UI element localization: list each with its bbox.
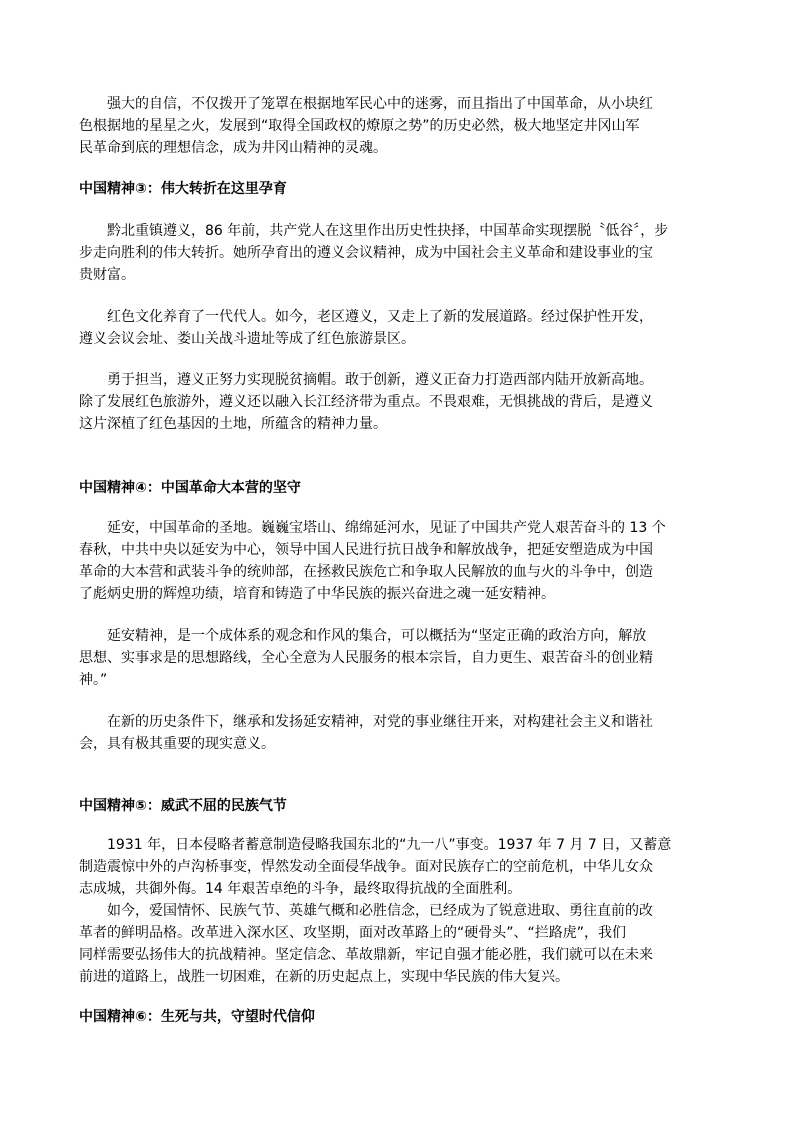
paragraph-yanan-3 <box>79 711 717 755</box>
text-line: 革命的大本营和武装斗争的统帅部，在拯救民族危亡和争取人民解放的血与火的斗争中，创造 <box>79 564 653 580</box>
text-line: 了彪炳史册的辉煌功绩，培育和铸造了中华民族的振兴奋进之魂一延安精神。 <box>79 586 555 602</box>
text-line: 在新的历史条件下，继承和发扬延安精神，对党的事业继往开来，对构建社会主义和谐社 <box>107 714 653 730</box>
text-line: 思想、实事求是的思想路线，全心全意为人民服务的根本宗旨，自力更生、艰苦奋斗的创业精 <box>79 650 653 666</box>
section-heading-5: 中国精神⑤：威武不屈的民族气节 <box>79 798 287 814</box>
section-heading-4: 中国精神④：中国革命大本营的坚守 <box>79 480 301 496</box>
text-line: 志成城，共御外侮。14 年艰苦卓绝的斗争，最终取得抗战的全面胜利。 <box>79 881 522 897</box>
paragraph-jinggangshan-conclusion <box>79 93 717 159</box>
paragraph-yanan-2 <box>79 625 717 691</box>
text-line: 这片深植了红色基因的土地，所蕴含的精神力量。 <box>79 416 387 432</box>
text-line: 神。” <box>79 672 108 688</box>
text-line: 如今，爱国情怀、民族气节、英雄气概和必胜信念，已经成为了锐意进取、勇往直前的改 <box>107 903 653 919</box>
text-line: 春秋，中共中央以延安为中心，领导中国人民进行抗日战争和解放战争，把延安塑造成为中国 <box>79 542 653 558</box>
text-line: 步走向胜利的伟大转折。她所孕育出的遵义会议精神，成为中国社会主义革命和建设事业的宝 <box>79 245 653 261</box>
paragraph-zunyi-3 <box>79 369 717 435</box>
paragraph-antiwar-2 <box>79 900 717 988</box>
section-heading-6: 中国精神⑥：生死与共，守望时代信仰 <box>79 1009 315 1025</box>
text-line: 遵义会议会址、娄山关战斗遗址等成了红色旅游景区。 <box>79 331 415 347</box>
paragraph-zunyi-1 <box>79 220 717 286</box>
text-line: 民革命到底的理想信念，成为井冈山精神的灵魂。 <box>79 140 387 156</box>
text-line: 强大的自信，不仅拨开了笼罩在根据地军民心中的迷雾，而且指出了中国革命，从小块红 <box>107 96 653 112</box>
text-line: 黔北重镇遵义，86 年前，共产党人在这里作出历史性抉择，中国革命实现摆脱〝低谷〞，步 <box>107 223 669 239</box>
text-line: 勇于担当，遵义正努力实现脱贫摘帽。敢于创新，遵义正奋力打造西部内陆开放新高地。 <box>107 372 653 388</box>
text-line: 除了发展红色旅游外，遵义还以融入长江经济带为重点。不畏艰难，无惧挑战的背后，是遵义 <box>79 394 653 410</box>
text-line: 延安精神，是一个成体系的观念和作风的集合，可以概括为“坚定正确的政治方向，解放 <box>107 628 647 644</box>
text-line: 延安，中国革命的圣地。巍巍宝塔山、绵绵延河水，见证了中国共产党人艰苦奋斗的 13 个 <box>107 520 666 536</box>
paragraph-yanan-1 <box>79 517 717 605</box>
text-line: 红色文化养育了一代代人。如今，老区遵义，又走上了新的发展道路。经过保护性开发， <box>107 309 653 325</box>
text-line: 革者的鲜明品格。改革进入深水区、攻坚期，面对改革路上的“硬骨头”、“拦路虎”，我们 <box>79 925 627 941</box>
section-heading-3: 中国精神③：伟大转折在这里孕育 <box>79 181 287 197</box>
text-line: 会，具有极其重要的现实意义。 <box>79 736 275 752</box>
text-line: 前进的道路上，战胜一切困难，在新的历史起点上，实现中华民族的伟大复兴。 <box>79 969 569 985</box>
paragraph-zunyi-2 <box>79 306 717 350</box>
text-line: 1931 年，日本侵略者蓄意制造侵略我国东北的“九一八”事变。1937 年 7 月 7 日，又蓄意 <box>107 837 672 853</box>
text-line: 色根据地的星星之火，发展到“取得全国政权的燎原之势”的历史必然，极大地坚定井冈山军 <box>79 118 640 134</box>
text-line: 同样需要弘扬伟大的抗战精神。坚定信念、革故鼎新，牢记自强才能必胜，我们就可以在未来 <box>79 947 653 963</box>
text-line: 制造震惊中外的卢沟桥事变，悍然发动全面侵华战争。面对民族存亡的空前危机，中华儿女众 <box>79 859 653 875</box>
text-line: 贵财富。 <box>79 267 135 283</box>
paragraph-antiwar-1 <box>79 834 717 900</box>
